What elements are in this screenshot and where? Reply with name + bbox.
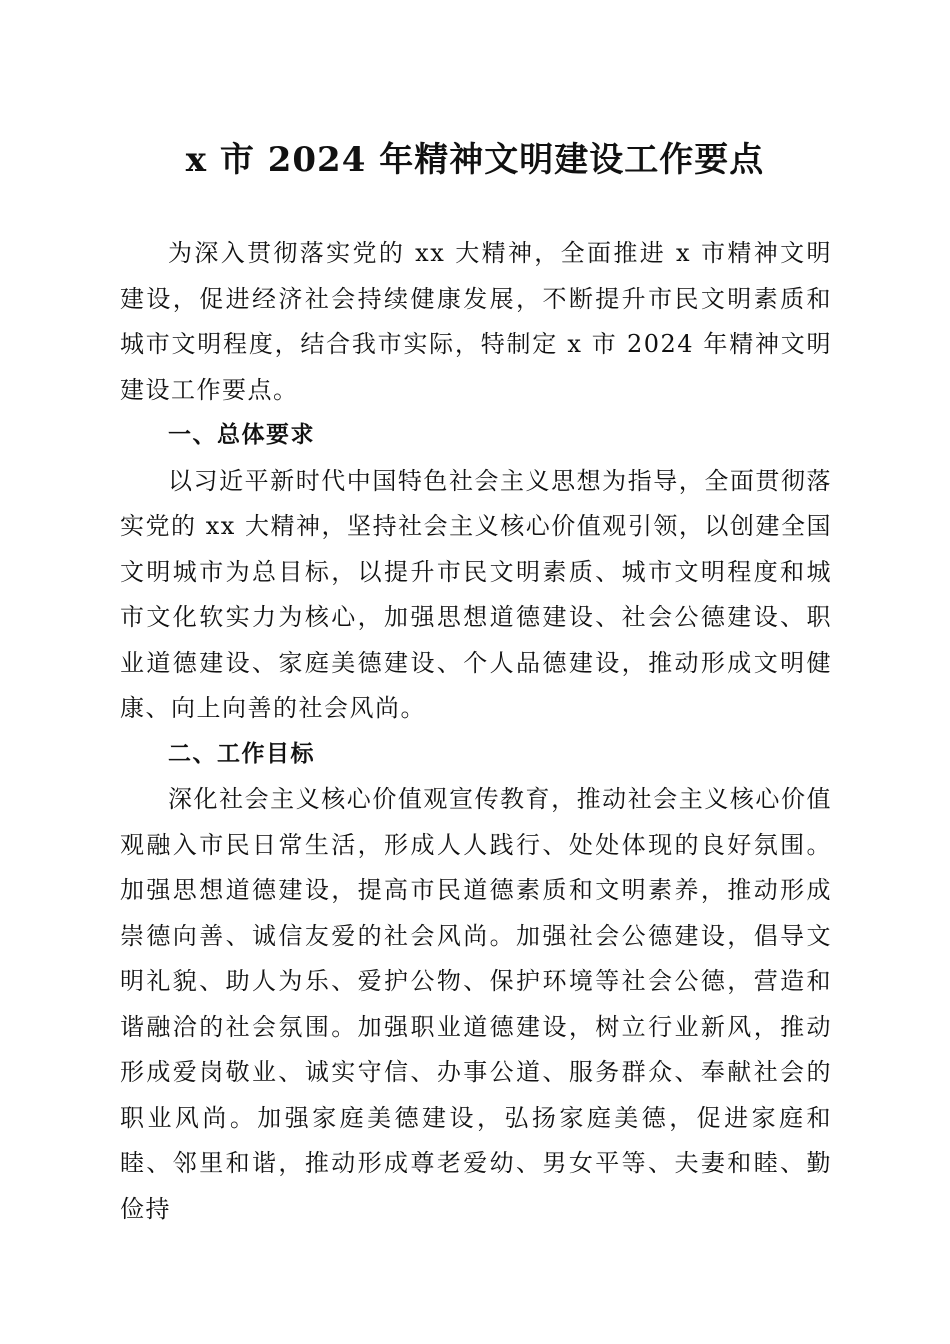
section-paragraph-general-requirements: 以习近平新时代中国特色社会主义思想为指导，全面贯彻落实党的 xx 大精神，坚持社会主义核心价值观引领，以创建全国文明城市为总目标，以提升市民文明素质、城市文明程度和城市文化软实力为核心，加强思想道德建设、社会公德建设、职业道德建设、家庭美德建设、个人品德建设，推动形成文明健康、向上向善的社会风尚。 (120, 466, 832, 722)
section-heading-general-requirements: 一、总体要求 (168, 422, 315, 448)
document-body (120, 231, 832, 1232)
intro-paragraph: 为深入贯彻落实党的 xx 大精神，全面推进 x 市精神文明建设，促进经济社会持续健康发展，不断提升市民文明素质和城市文明程度，结合我市实际，特制定 x 市 2024 年精神文明建设工作要点。 (120, 239, 832, 404)
section-paragraph-work-goals: 深化社会主义核心价值观宣传教育，推动社会主义核心价值观融入市民日常生活，形成人人践行、处处体现的良好氛围。加强思想道德建设，提高市民道德素质和文明素养，推动形成崇德向善、诚信友爱的社会风尚。加强社会公德建设，倡导文明礼貌、助人为乐、爱护公物、保护环境等社会公德，营造和谐融洽的社会氛围。加强职业道德建设，树立行业新风，推动形成爱岗敬业、诚实守信、办事公道、服务群众、奉献社会的职业风尚。加强家庭美德建设，弘扬家庭美德，促进家庭和睦、邻里和谐，推动形成尊老爱幼、男女平等、夫妻和睦、勤俭持 (120, 785, 832, 1223)
section-heading-work-goals: 二、工作目标 (168, 740, 315, 767)
document-title: x 市 2024 年精神文明建设工作要点 (185, 140, 765, 180)
